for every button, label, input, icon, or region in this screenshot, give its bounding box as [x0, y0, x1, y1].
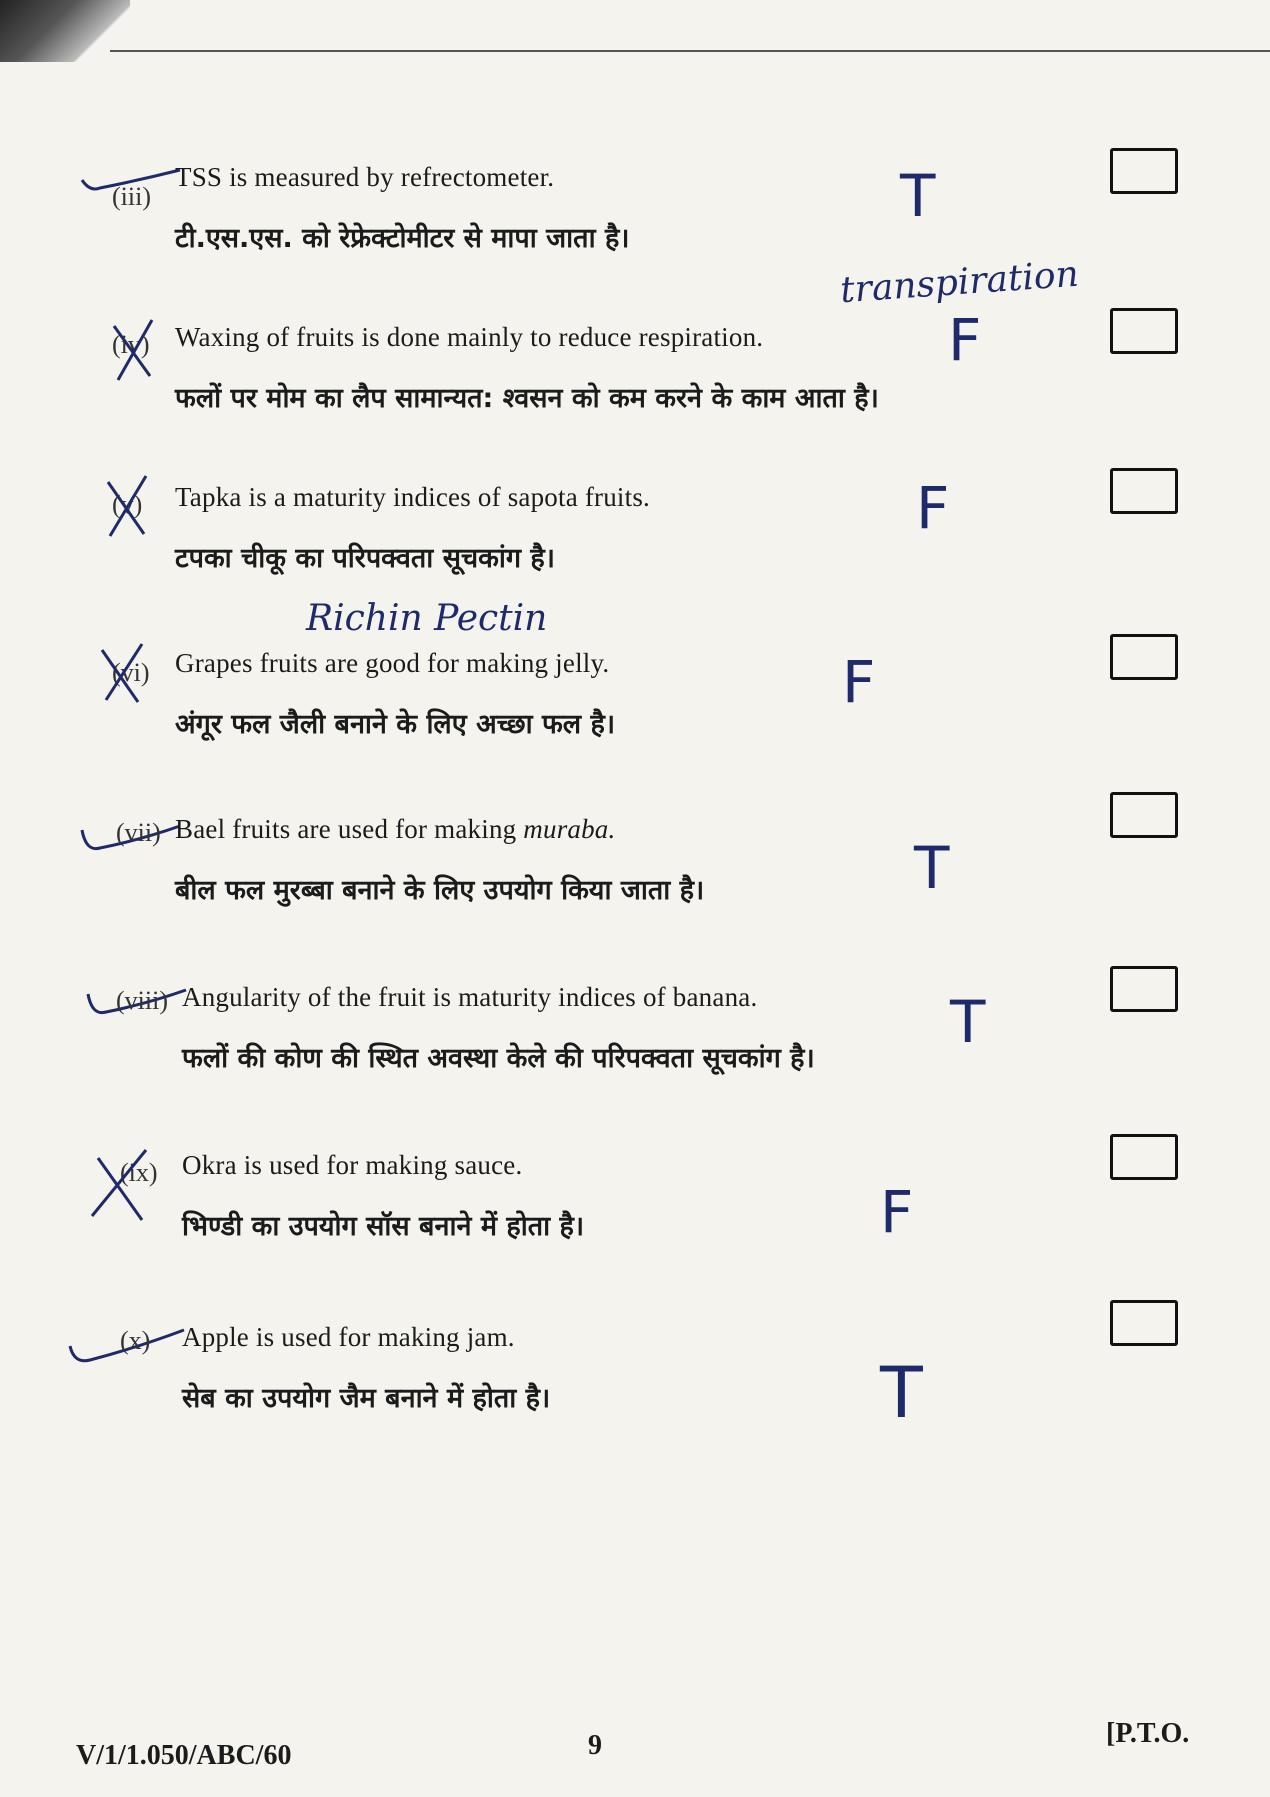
question-item — [0, 253, 1270, 462]
answer-box[interactable] — [1110, 1300, 1178, 1346]
question-hindi: टी.एस.एस. को रेफ्रेक्टोमीटर से मापा जाता है। — [175, 223, 630, 254]
pto-label: [P.T.O. — [1106, 1718, 1190, 1749]
question-english: Tapka is a maturity indices of sapota fruits. — [175, 482, 650, 512]
cross-mark — [86, 1144, 156, 1224]
question-hindi: भिण्डी का उपयोग सॉस बनाने में होता है। — [182, 1211, 585, 1242]
answer-mark: T — [900, 162, 936, 230]
question-item — [0, 1150, 1270, 1290]
question-english — [175, 814, 615, 845]
footer-code: V/1/1.050/ABC/60 — [76, 1740, 292, 1771]
page-number: 9 — [588, 1730, 602, 1761]
question-english: Grapes fruits are good for making jelly. — [175, 648, 610, 678]
question-english: Apple is used for making jam. — [182, 1322, 515, 1352]
question-hindi: अंगूर फल जैली बनाने के लिए अच्छा फल है। — [175, 709, 616, 740]
question-number: (vi) — [112, 658, 150, 687]
top-rule — [110, 50, 1270, 52]
answer-mark: T — [914, 834, 950, 902]
handwritten-correction: transpiration — [838, 253, 1081, 312]
question-number: (viii) — [116, 986, 168, 1015]
answer-box[interactable] — [1110, 792, 1178, 838]
answer-box[interactable] — [1110, 966, 1178, 1012]
question-number: (ix) — [120, 1158, 158, 1187]
question-english: Angularity of the fruit is maturity indices of banana. — [182, 982, 758, 1012]
question-number: (iv) — [112, 330, 150, 359]
question-number: (v) — [112, 490, 143, 519]
handwritten-note: Richin Pectin — [306, 598, 548, 639]
answer-mark: T — [950, 988, 986, 1056]
answer-box[interactable] — [1110, 148, 1178, 194]
question-number: (iii) — [112, 182, 151, 211]
answer-box[interactable] — [1110, 468, 1178, 514]
question-english-italic: muraba. — [523, 814, 616, 844]
question-number: (x) — [120, 1326, 151, 1355]
cross-mark — [92, 638, 152, 708]
question-number: (vii) — [116, 818, 161, 847]
question-hindi: फलों की कोण की स्थित अवस्था केले की परिपक्वता सूचकांग है। — [182, 1043, 815, 1074]
cross-mark — [96, 472, 156, 542]
question-hindi: बील फल मुरब्बा बनाने के लिए उपयोग किया जाता है। — [175, 875, 705, 906]
page-corner-shadow — [0, 0, 130, 62]
question-item — [0, 982, 1270, 1122]
answer-mark: F — [916, 474, 950, 542]
cross-mark — [106, 316, 162, 386]
question-item — [0, 1322, 1270, 1462]
question-item — [0, 598, 1270, 788]
question-hindi: टपका चीकू का परिपक्वता सूचकांग है। — [175, 543, 555, 574]
answer-mark: T — [880, 1352, 923, 1434]
question-item — [0, 474, 1270, 622]
question-english: TSS is measured by refrectometer. — [175, 162, 555, 192]
question-hindi: फलों पर मोम का लैप सामान्यत: श्वसन को कम करने के काम आता है। — [175, 383, 879, 414]
answer-mark: F — [948, 306, 982, 374]
question-item — [0, 162, 1270, 302]
question-english: Waxing of fruits is done mainly to reduce respiration. — [175, 322, 764, 352]
answer-box[interactable] — [1110, 308, 1178, 354]
question-english-text: Bael fruits are used for making — [175, 814, 524, 844]
answer-box[interactable] — [1110, 1134, 1178, 1180]
answer-mark: F — [880, 1178, 914, 1246]
question-english: Okra is used for making sauce. — [182, 1150, 523, 1180]
answer-mark: F — [842, 648, 876, 716]
answer-box[interactable] — [1110, 634, 1178, 680]
question-hindi: सेब का उपयोग जैम बनाने में होता है। — [182, 1383, 551, 1414]
question-item — [0, 814, 1270, 954]
